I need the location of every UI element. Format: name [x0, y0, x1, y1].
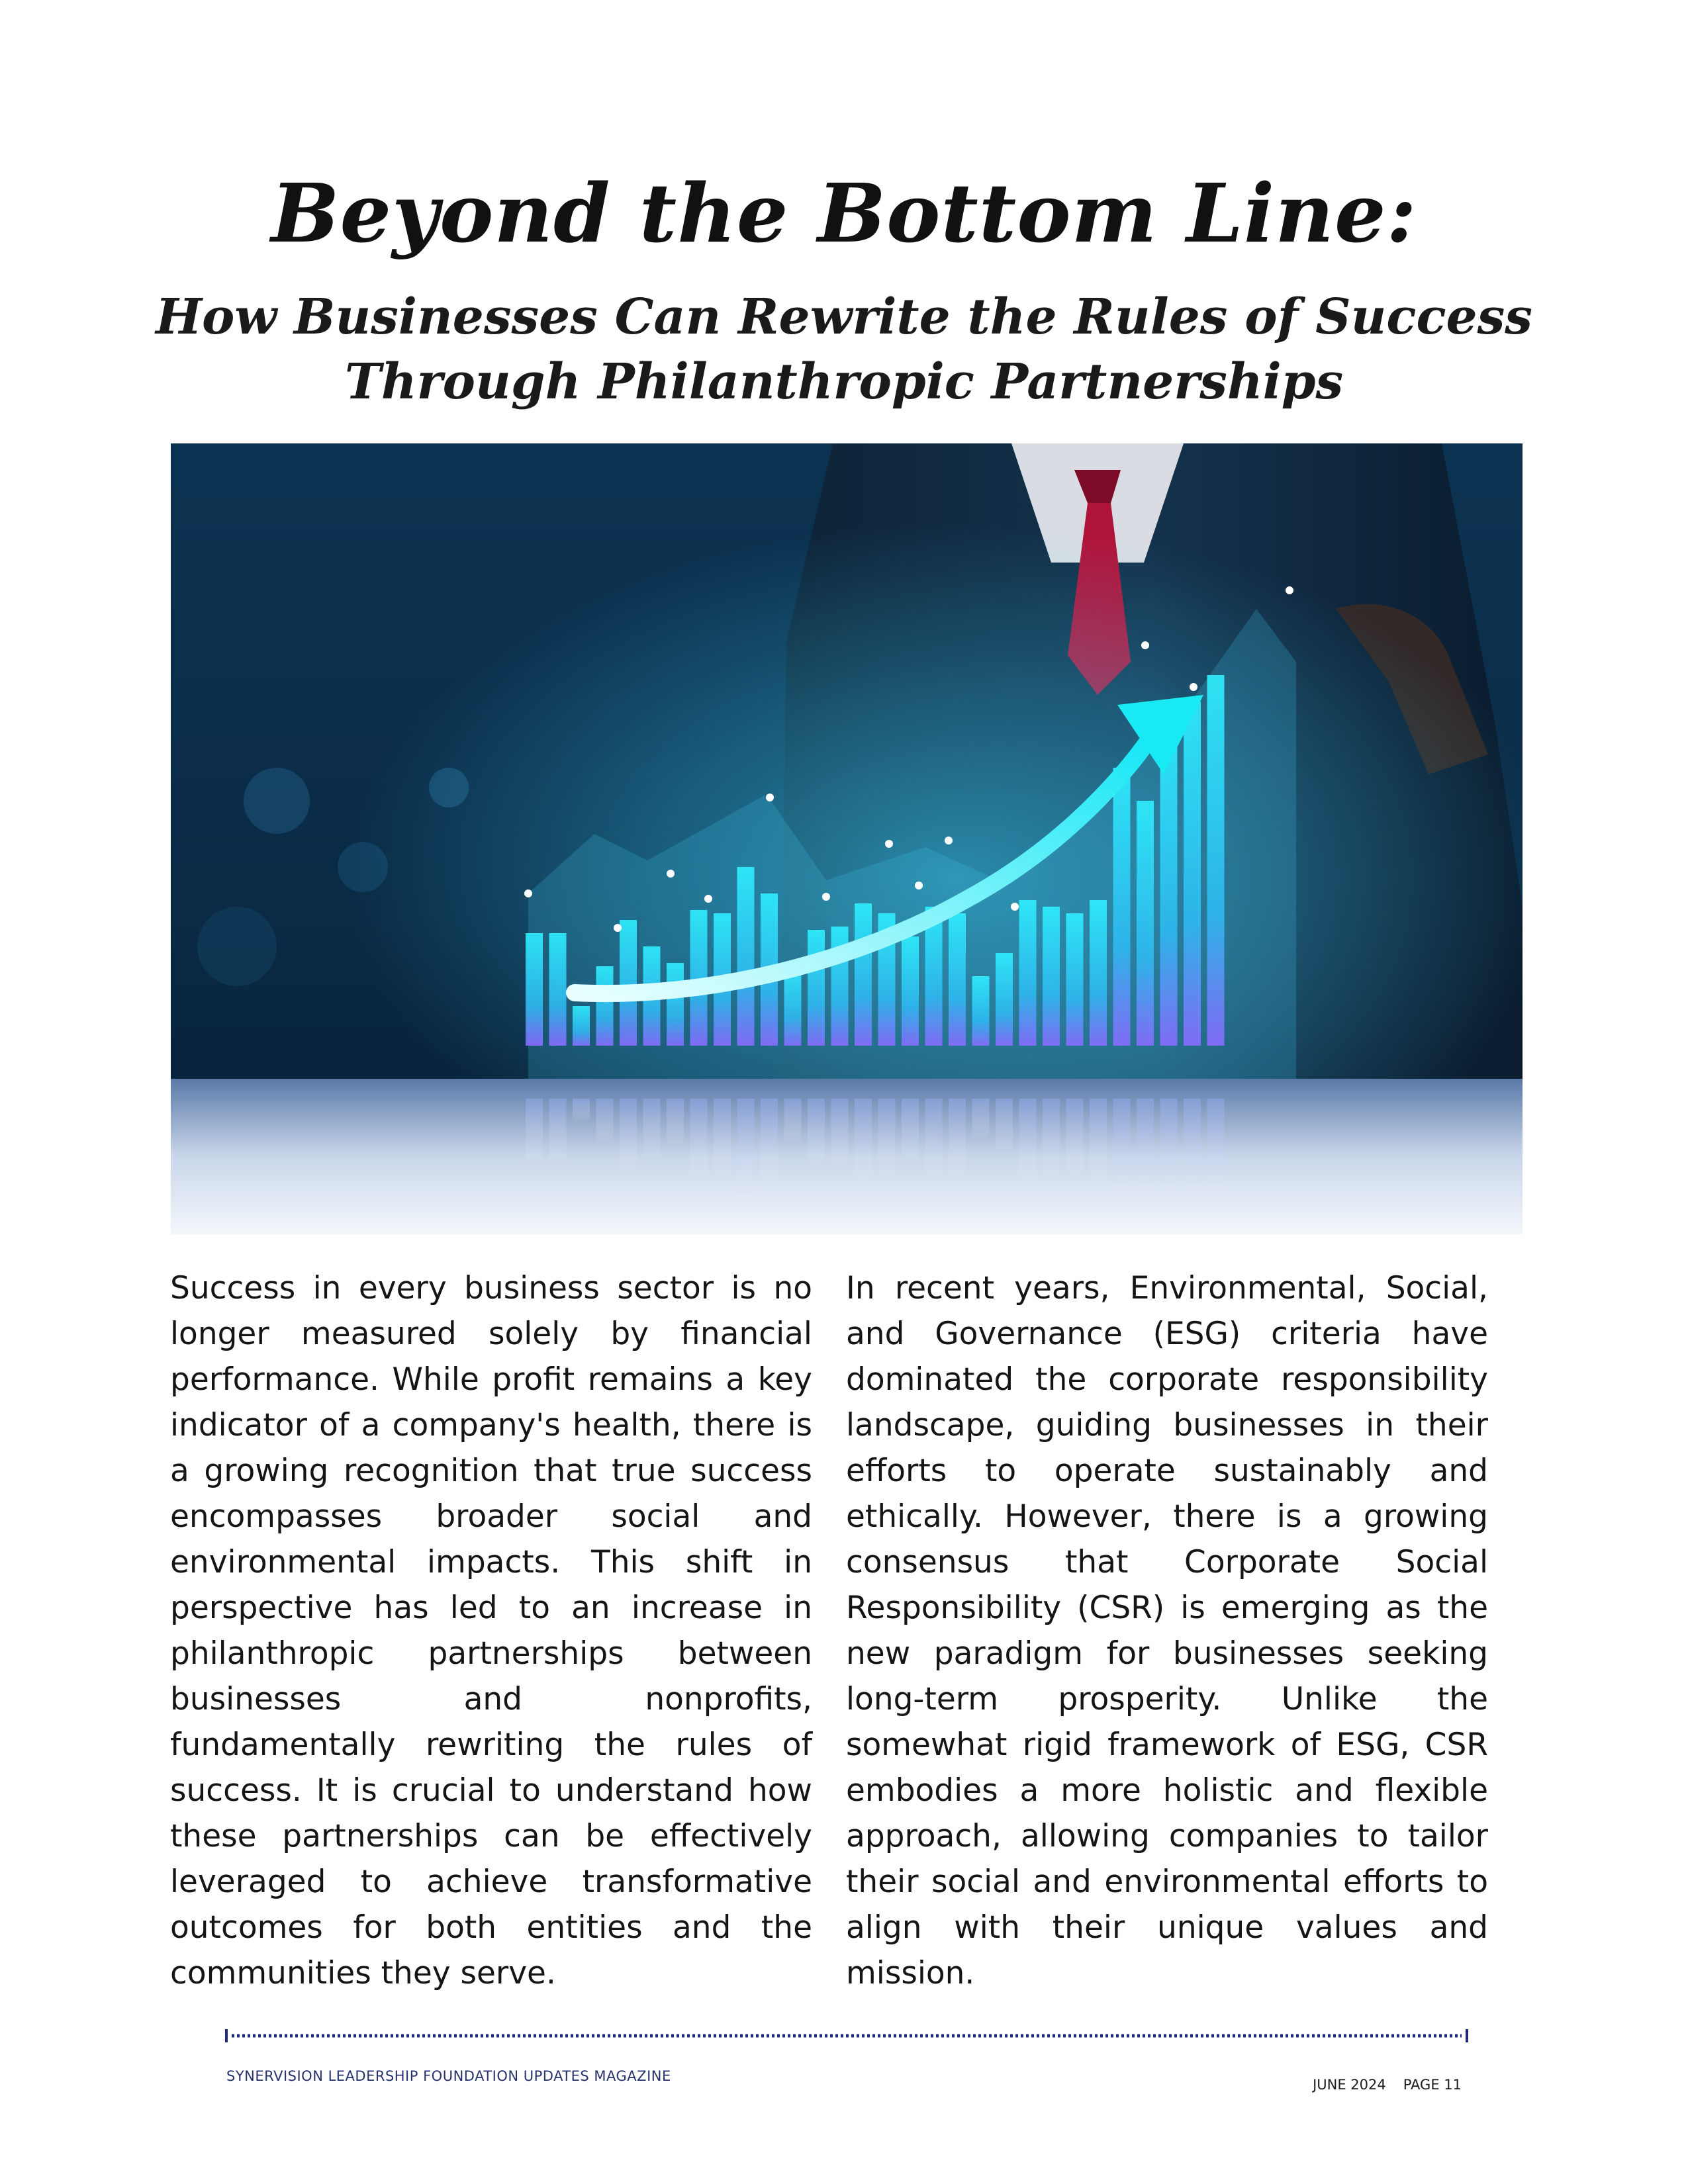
- hero-decor-bar: [1207, 675, 1225, 1046]
- rising-chart-businessman-photo: [171, 443, 1523, 1234]
- hero-decor-bar-reflection: [1043, 1099, 1060, 1182]
- hero-decor-bar-reflection: [855, 1099, 872, 1184]
- hero-decor-bar: [737, 867, 755, 1046]
- hero-decor-dot: [1190, 683, 1197, 691]
- hero-decor-bar: [1184, 702, 1201, 1046]
- hero-decor-bar-reflection: [714, 1099, 731, 1178]
- page-number: PAGE 11: [1403, 2077, 1462, 2093]
- hero-decor-bar-reflection: [972, 1099, 990, 1140]
- hero-decor-bar-reflection: [808, 1099, 825, 1168]
- hero-decor-bar: [1113, 768, 1131, 1046]
- hero-decor-dot: [945, 837, 953, 844]
- hero-decor-bar-reflection: [1137, 1099, 1154, 1211]
- hero-decor-bar: [573, 1006, 590, 1046]
- hero-decor-bar: [1043, 907, 1060, 1046]
- hero-decor-bar-reflection: [761, 1099, 778, 1190]
- hero-image: [171, 443, 1523, 1234]
- hero-decor-bar-reflection: [1160, 1099, 1178, 1211]
- hero-decor-dot: [915, 882, 923, 889]
- issue-and-page: [1313, 2077, 1462, 2093]
- hero-decor-bar: [1090, 900, 1107, 1046]
- article-title: Beyond the Bottom Line:: [271, 165, 1417, 261]
- hero-decor-dot: [614, 924, 622, 932]
- hero-decor-bar-reflection: [526, 1099, 543, 1166]
- hero-decor-bar: [996, 953, 1013, 1046]
- hero-decor-bar: [549, 933, 567, 1046]
- hero-decor-bar: [1137, 801, 1154, 1046]
- hero-decor-dot: [822, 893, 830, 901]
- hero-decor-bar: [526, 933, 543, 1046]
- hero-decor-bar: [855, 903, 872, 1046]
- hero-decor-bar-reflection: [1207, 1099, 1225, 1211]
- article-subtitle: [0, 285, 1688, 414]
- hero-decor-bar-reflection: [831, 1099, 849, 1170]
- hero-decor-bar: [808, 930, 825, 1046]
- hero-decor-bar-reflection: [549, 1099, 567, 1166]
- hero-decor-bar: [596, 966, 614, 1046]
- hero-decor-bar: [667, 963, 684, 1046]
- hero-decor-dot: [885, 840, 893, 848]
- hero-decor-bar-reflection: [784, 1099, 802, 1146]
- publication-name: SYNERVISION LEADERSHIP FOUNDATION UPDATES MAGAZINE: [226, 2068, 671, 2084]
- hero-decor-dot: [524, 889, 532, 897]
- hero-decor-bar-reflection: [620, 1099, 637, 1174]
- body-paragraph-left: Success in every business sector is no longer measured solely by financial performance. While profit remains a key indicator of a company's health, there is a growing recognition that true success encompasses broader social and environmental impacts. This shift in perspective has led to an increase in philanthropic partnerships between businesses and nonprofits, fundamentally rewriting the rules of success. It is crucial to understand how these partnerships can be effectively leveraged to achieve transformative outcomes for both entities and the communities they serve.: [170, 1270, 812, 1991]
- subtitle-line-1: How Businesses Can Rewrite the Rules of Success: [156, 289, 1532, 345]
- hero-decor-bar: [1019, 900, 1037, 1046]
- hero-decor-bar-reflection: [1113, 1099, 1131, 1211]
- hero-decor-bar-reflection: [925, 1099, 943, 1182]
- hero-decor-bar-reflection: [667, 1099, 684, 1148]
- hero-decor-bar: [902, 936, 919, 1046]
- hero-decor-bar-reflection: [1019, 1099, 1037, 1186]
- hero-decor-dot: [766, 794, 774, 801]
- hero-decor-dot: [704, 895, 712, 903]
- hero-decor-bar-reflection: [737, 1099, 755, 1206]
- hero-decor-bar: [1160, 728, 1178, 1046]
- hero-decor-dot: [667, 870, 675, 878]
- hero-decor-bar-reflection: [1066, 1099, 1084, 1178]
- hero-decor-bar-reflection: [949, 1099, 966, 1178]
- footer-divider: [225, 2027, 1468, 2044]
- hero-decor-dot: [1011, 903, 1019, 911]
- hero-decor-bar-reflection: [996, 1099, 1013, 1154]
- hero-decor-dot: [1286, 586, 1293, 594]
- hero-decor-bar-reflection: [902, 1099, 919, 1164]
- hero-decor-bar: [972, 976, 990, 1046]
- hero-decor-bar-reflection: [1090, 1099, 1107, 1186]
- hero-decor-bar: [1066, 913, 1084, 1046]
- issue-date: JUNE 2024: [1313, 2077, 1386, 2093]
- hero-decor-bar-reflection: [878, 1099, 896, 1178]
- hero-decor-bar-reflection: [690, 1099, 708, 1180]
- hero-decor-dot: [1141, 641, 1149, 649]
- body-paragraph-right: In recent years, Environmental, Social, and Governance (ESG) criteria have dominated the corporate responsibility landscape, guiding businesses in their efforts to operate sustainably and ethically. However, there is a growing consensus that Corporate Social Responsibility (CSR) is emerging as the new paradigm for businesses seeking long-term prosperity. Unlike the somewhat rigid framework of ESG, CSR embodies a more holistic and flexible approach, allowing companies to tailor their social and environmental efforts to align with their unique values and mission.: [846, 1270, 1488, 1991]
- hero-decor-bar-reflection: [596, 1099, 614, 1146]
- hero-decor-bar: [620, 920, 637, 1046]
- hero-decor-bar-reflection: [573, 1099, 590, 1122]
- hero-decor-bar-reflection: [643, 1099, 661, 1158]
- subtitle-line-2: Through Philanthropic Partnerships: [344, 353, 1344, 410]
- hero-decor-bar: [949, 913, 966, 1046]
- hero-decor-bar-reflection: [1184, 1099, 1201, 1211]
